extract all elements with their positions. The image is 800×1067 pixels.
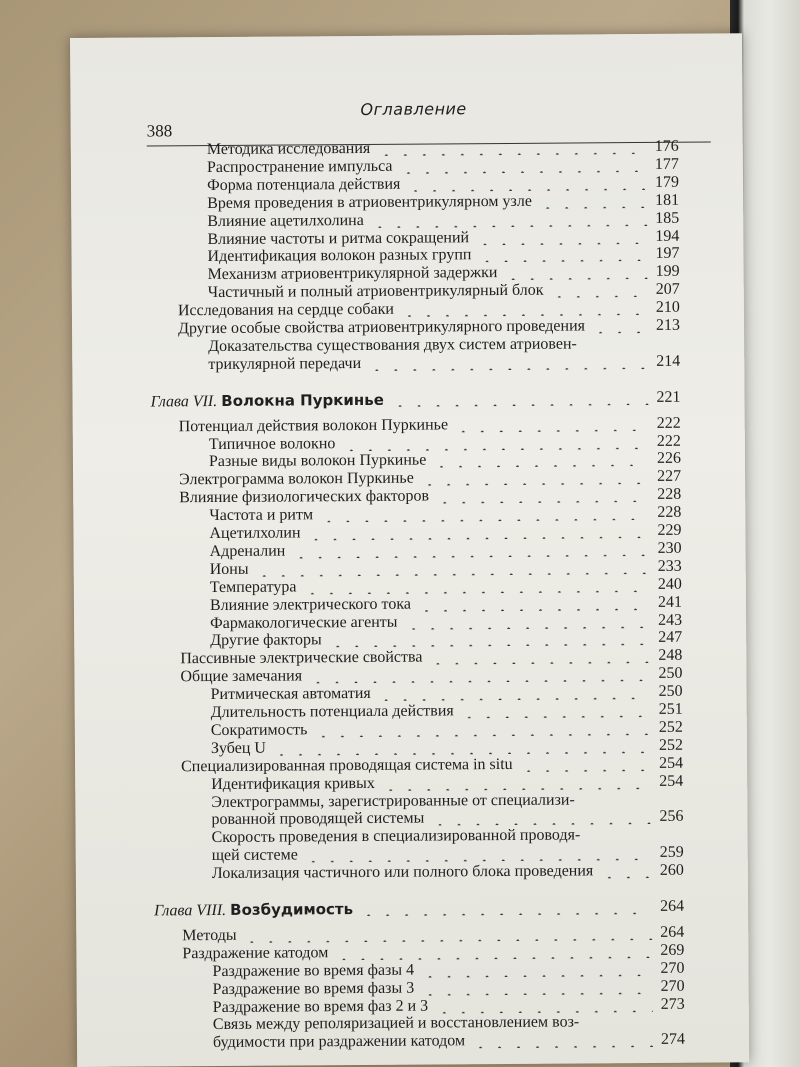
toc-entry-title: Раздражение во время фазы 4 — [212, 961, 415, 980]
toc-entry-title: щей системе — [211, 846, 298, 865]
leader-dots — [591, 319, 648, 333]
toc-page-number: 181 — [655, 191, 680, 209]
toc-page-number: 243 — [658, 611, 683, 629]
toc-page-number: 213 — [655, 316, 681, 334]
toc-page-number: 270 — [660, 959, 685, 977]
toc-entry-title: Электрограммы, зарегистрированные от специализи- — [211, 790, 575, 811]
toc-entry-title: Влияние ацетилхолина — [207, 211, 364, 230]
leader-dots — [430, 810, 651, 826]
leader-dots — [400, 301, 648, 317]
toc-page-number: 207 — [655, 280, 680, 299]
toc-entry-title: Ацетилхолин — [209, 524, 301, 543]
toc-page-number: 252 — [658, 736, 684, 754]
leader-dots — [404, 613, 650, 629]
leader-dots — [334, 944, 652, 960]
toc-entry-title: Специализированная проводящая система in situ — [181, 755, 513, 775]
toc-page-number: 222 — [656, 432, 681, 450]
toc-entry-title: Влияние частоты и ритма сокращений — [207, 228, 470, 248]
leader-dots — [272, 739, 651, 756]
toc-page-number: 264 — [660, 897, 685, 915]
toc-entry-title: Локализация частичного или полного блока проведения — [211, 862, 594, 883]
toc-entry-title: Разные виды волокон Пуркинье — [208, 451, 427, 471]
toc-entry-title: будимости при раздражении катодом — [212, 1032, 466, 1052]
toc-entry-title: Раздражение во время фаз 2 и 3 — [212, 997, 429, 1016]
toc-entry-title: Распространение импульса — [206, 157, 393, 176]
toc-page-number: 254 — [659, 772, 684, 790]
toc-entry — [208, 353, 680, 374]
toc-entry-title: Температура — [209, 578, 297, 596]
leader-dots — [308, 667, 650, 683]
toc-page-number: 230 — [657, 539, 682, 557]
toc-page-number: 254 — [659, 754, 684, 772]
toc-entry-title: Методы — [182, 926, 237, 945]
toc-entry-title: Форма потенциала действия — [206, 175, 401, 194]
toc-entry-title: Ритмическая автоматия — [210, 685, 371, 704]
leader-dots — [417, 596, 650, 612]
leader-dots — [435, 488, 649, 503]
leader-dots — [243, 926, 653, 943]
toc-page-number: 226 — [656, 450, 682, 468]
leader-dots — [381, 775, 651, 791]
leader-dots — [341, 434, 648, 450]
toc-page-number: 227 — [657, 468, 682, 486]
leader-dots — [314, 721, 651, 737]
toc-page-number: 228 — [657, 503, 682, 522]
leader-dots — [377, 685, 651, 701]
leader-dots — [420, 980, 652, 996]
toc-entry-title — [150, 391, 384, 412]
toc-page-number: 248 — [658, 647, 683, 665]
leader-dots — [429, 649, 651, 665]
toc-entry-title: Адреналин — [209, 542, 286, 560]
toc-page-number: 251 — [658, 700, 683, 718]
leader-dots — [307, 524, 650, 540]
toc-page-number: 176 — [654, 137, 679, 155]
toc-entry-title: Время проведения в атриовентрикулярном узле — [207, 192, 532, 212]
toc-page-number: 240 — [657, 575, 682, 593]
toc-page-number: 229 — [657, 521, 682, 539]
toc-page-number: 250 — [658, 682, 683, 701]
toc-page-number: 197 — [655, 245, 680, 263]
toc-page-number: 250 — [658, 664, 683, 683]
toc-page-number: 177 — [654, 155, 679, 173]
leader-dots — [538, 194, 647, 209]
toc-page-number: 260 — [659, 861, 684, 879]
page-number: 388 — [146, 121, 173, 141]
leader-dots — [328, 631, 650, 647]
toc-entry-title: Пассивные электрические свойства — [180, 648, 423, 668]
toc-entry-title: Общие замечания — [180, 667, 303, 686]
toc-page-number: 241 — [657, 593, 683, 611]
toc-page-number: 273 — [660, 995, 685, 1013]
toc-page-number: 199 — [655, 263, 680, 281]
leader-dots — [370, 212, 647, 228]
toc-entry-title: Электрограмма волокон Пуркинье — [179, 469, 414, 489]
toc-page-number: 264 — [660, 923, 685, 941]
toc-entry-title: Исследования на сердце собаки — [177, 300, 395, 320]
toc-entry-title: Влияние электрического тока — [209, 595, 411, 614]
leader-dots — [303, 578, 650, 594]
toc-page-number: 194 — [655, 227, 680, 245]
toc-page-number: 210 — [655, 298, 680, 317]
chapter-title: Возбудимость — [230, 900, 354, 919]
toc-entry-title: Методика исследования — [206, 139, 371, 159]
leader-dots — [519, 757, 651, 772]
toc-page-number: 274 — [660, 1031, 686, 1049]
running-title: Оглавление — [360, 99, 467, 119]
toc-page-number: 270 — [660, 977, 685, 995]
toc-entry-title: Сократимость — [210, 721, 308, 739]
toc-entry — [212, 862, 684, 883]
leader-dots — [367, 355, 648, 371]
toc-entry-title: Длительность потенциала действия — [210, 702, 454, 722]
leader-dots — [291, 542, 649, 558]
toc-page-number: 252 — [658, 718, 683, 736]
toc-entry-title: Связь между реполяризацией и восстановлением воз- — [212, 1013, 580, 1034]
toc-entry-title: Идентификация кривых — [211, 774, 375, 793]
toc-entry-title: Другие особые свойства атриовентрикулярного проведения — [177, 317, 586, 338]
toc-entry-title: Частота и ритм — [209, 506, 314, 525]
leader-dots — [454, 417, 649, 432]
leader-dots — [550, 283, 648, 298]
leader-dots — [319, 506, 649, 522]
toc-page-number: 256 — [659, 808, 684, 826]
toc-entry-title: Потенциал действия волокон Пуркинье — [178, 415, 449, 435]
toc-entry-title: Зубец U — [210, 739, 266, 757]
toc-page-number: 233 — [657, 557, 682, 575]
leader-dots — [599, 864, 651, 878]
toc-page-number: 179 — [654, 173, 680, 191]
toc-entry-title: Раздражение во время фазы 3 — [212, 979, 415, 998]
toc-page-number: 247 — [658, 629, 683, 647]
toc-entry-title: Частичный и полный атриовентрикулярный блок — [207, 281, 544, 302]
toc-page-number: 228 — [657, 485, 682, 504]
toc-entry-title: Механизм атриовентрикулярной задержки — [207, 264, 498, 284]
toc-entry-title: трикулярной передачи — [208, 354, 362, 373]
toc-entry — [213, 1031, 685, 1052]
leader-dots — [406, 176, 646, 192]
chapter-title: Волокна Пуркинье — [221, 390, 384, 410]
leader-dots — [255, 560, 650, 577]
toc-page-number: 222 — [656, 414, 681, 432]
book-page — [70, 33, 749, 1067]
leader-dots — [420, 962, 652, 978]
toc-entry-title: Раздражение катодом — [182, 944, 329, 963]
toc-entry-title: Другие факторы — [210, 631, 322, 650]
chapter-label: Глава VIII. — [154, 901, 227, 920]
leader-dots — [399, 158, 647, 174]
leader-dots — [434, 997, 652, 1013]
toc-entry-title: Фармакологические агенты — [210, 613, 398, 632]
leader-dots — [471, 1033, 653, 1048]
toc-page-number: 269 — [660, 941, 685, 959]
leader-dots — [432, 452, 648, 468]
leader-dots — [504, 265, 648, 280]
toc-page-number: 214 — [656, 352, 681, 370]
toc-entry-title: Идентификация волокон разных групп — [207, 246, 472, 266]
chapter-entry — [154, 898, 684, 920]
leader-dots — [420, 470, 649, 486]
leader-dots — [475, 229, 647, 244]
toc-entry-title: Типичное волокно — [208, 434, 336, 453]
toc-entry-title — [154, 900, 353, 920]
toc-entry-title: Влияние физиологических факторов — [179, 487, 430, 507]
toc-entry-title: Доказательства существования двух систем атриовен- — [208, 335, 577, 355]
leader-dots — [390, 391, 648, 407]
leader-dots — [478, 247, 648, 262]
leader-dots — [359, 900, 652, 916]
chapter-entry — [150, 388, 680, 410]
chapter-label: Глава VII. — [150, 392, 218, 411]
toc-entry-title: Скорость проведения в специализированной проводя- — [211, 826, 581, 847]
leader-dots — [376, 140, 646, 156]
toc-entry-title: рованной проводящей системы — [211, 809, 425, 829]
toc-page-number: 185 — [655, 209, 680, 227]
toc-page-number: 221 — [656, 388, 681, 406]
toc-page-number: 259 — [659, 843, 684, 862]
toc-entry-title: Ионы — [209, 560, 249, 578]
leader-dots — [304, 846, 652, 862]
leader-dots — [460, 703, 651, 718]
